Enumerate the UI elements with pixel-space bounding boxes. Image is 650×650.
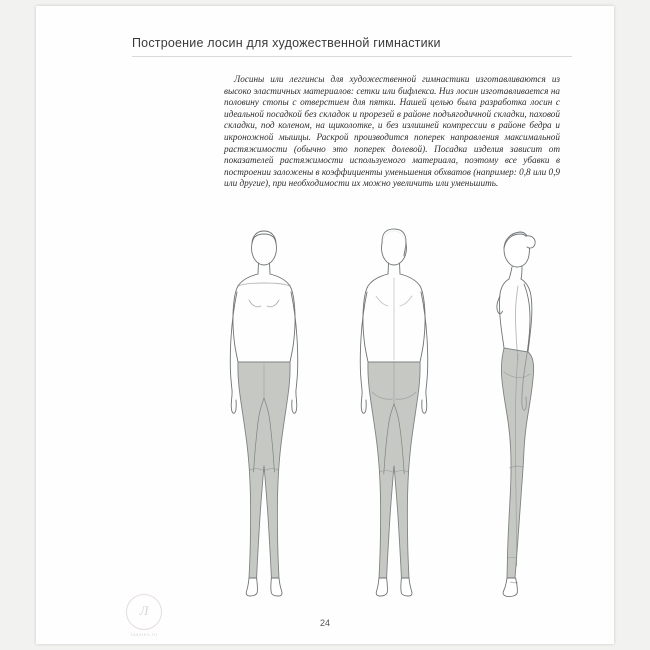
- page-number: 24: [319, 618, 330, 628]
- document-page: [36, 6, 614, 644]
- body-paragraph: Лосины или леггинсы для художественной гимнастики изготавливаются из высоко эластичных материалов: сетки или бифлекса. Низ лосин изготавливается на половину стопы с отверстием для пятки. Нашей целью была разработка лосин с идеальной посадкой без складок и прорезей в районе подъягодичной складки, паховой складки, под коленом, на щиколотке, и без излишней компрессии в районе бедра и икроножной мышцы. Раскрой производится поперек направления максимальной растяжимости (обычно это поперек долевой). Посадка изделия зависит от показателей растяжимости используемого материала, поэтому все убавки в построении заложены в коэффициенты уменьшения обхватов (например: 0,8 или 0,9 или другие), при необходимости их можно увеличить или уменьшить.: [224, 74, 560, 189]
- figure-group: [132, 222, 574, 612]
- watermark-caption: lanatex.ru: [130, 632, 158, 638]
- front-view-figure: [204, 222, 324, 612]
- watermark-monogram: Л: [139, 603, 149, 618]
- side-view-figure: [462, 222, 574, 612]
- page-title: Построение лосин для художественной гимнастики: [132, 36, 441, 50]
- title-divider: [132, 56, 572, 57]
- back-view-figure: [334, 222, 454, 612]
